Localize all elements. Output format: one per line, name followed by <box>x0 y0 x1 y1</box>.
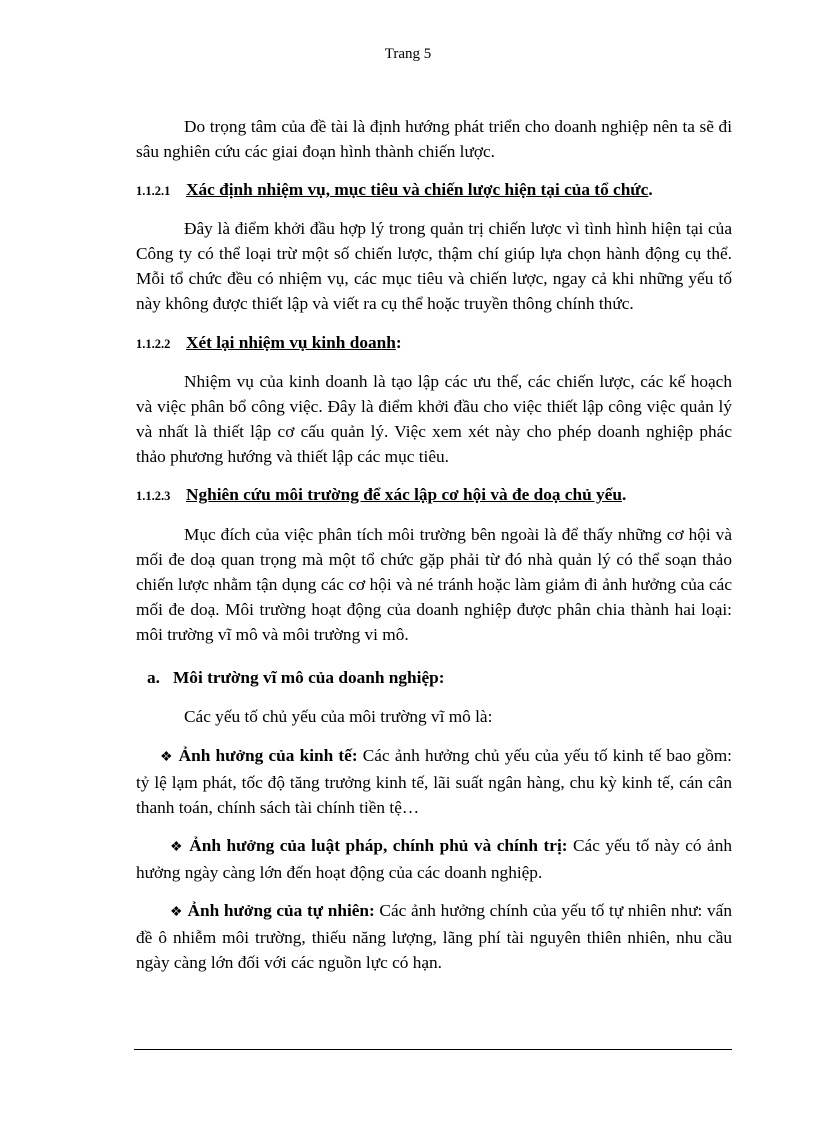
section-title: Xác định nhiệm vụ, mục tiêu và chiến lược hiện tại của tổ chức <box>186 180 649 199</box>
bullet-text: Các ảnh hưởng chính của yếu tố tự nhiên như: vấn đề ô nhiễm môi trường, thiếu năng lượng, lãng phí tài nguyên thiên nhiên, nhu cầu ngày càng lớn đối với các nguồn lực có hạn. <box>136 901 732 972</box>
section-body-3: Mục đích của việc phân tích môi trường bên ngoài là để thấy những cơ hội và mối đe doạ quan trọng mà một tổ chức gặp phải từ đó nhà quản lý có thể soạn thảo chiến lược nhằm tận dụng các cơ hội và né tránh hoặc làm giảm đi ảnh hưởng của các mối đe doạ. Môi trường hoạt động của doanh nghiệp được phân chia thành hai loại: môi trường vĩ mô và môi trường vi mô. <box>136 525 732 644</box>
section-number: 1.1.2.3 <box>136 489 171 503</box>
page-header <box>0 46 816 63</box>
bullet-label: Ảnh hưởng của kinh tế: <box>178 746 358 765</box>
subsection-intro: Các yếu tố chủ yếu của môi trường vĩ mô là: <box>184 707 493 726</box>
section-heading-3 <box>136 482 732 509</box>
bullet-item-3 <box>136 898 732 975</box>
section-number: 1.1.2.1 <box>136 184 171 198</box>
section-terminator: . <box>621 485 627 504</box>
subsection-title: Môi trường vĩ mô của doanh nghiệp: <box>173 668 445 687</box>
diamond-bullet-icon: ❖ <box>170 905 183 920</box>
diamond-bullet-icon: ❖ <box>170 840 184 855</box>
section-title: Nghiên cứu môi trường để xác lập cơ hội và đe doạ chủ yếu <box>186 485 622 504</box>
bullet-label: Ảnh hưởng của tự nhiên: <box>187 901 375 920</box>
section-heading-2 <box>136 330 732 357</box>
diamond-bullet-icon: ❖ <box>160 750 174 765</box>
section-heading-1 <box>136 177 732 204</box>
section-body-2: Nhiệm vụ của kinh doanh là tạo lập các ưu thế, các chiến lược, các kế hoạch và việc phân bổ công việc. Đây là điểm khởi đầu cho việc thiết lập công việc quản lý và nhất là thiết lập cơ cấu quản lý. Việc xem xét này cho phép doanh nghiệp phác thảo phương hướng và thiết lập các mục tiêu. <box>136 372 732 466</box>
page-number: Trang 5 <box>384 46 432 62</box>
section-body-1: Đây là điểm khởi đầu hợp lý trong quản trị chiến lược vì tình hình hiện tại của Công ty có thể loại trừ một số chiến lược, thậm chí giúp lựa chọn hành động cụ thể. Mỗi tổ chức đều có nhiệm vụ, các mục tiêu và chiến lược, ngay cả khi những yếu tố này không được thiết lập và viết ra cụ thể hoặc truyền thông chính thức. <box>136 219 732 313</box>
section-terminator: . <box>648 180 653 199</box>
bullet-text: Các yếu tố này có ảnh hưởng ngày càng lớn đến hoạt động của các doanh nghiệp. <box>136 836 732 882</box>
section-title: Xét lại nhiệm vụ kinh doanh <box>186 333 396 352</box>
subsection-letter: a. <box>147 668 160 687</box>
page-body <box>136 114 732 975</box>
footer-divider <box>134 1049 732 1050</box>
bullet-item-1 <box>136 743 732 820</box>
bullet-item-2 <box>136 833 732 885</box>
bullet-label: Ảnh hưởng của luật pháp, chính phủ và chính trị: <box>189 836 568 855</box>
subsection-heading <box>136 665 732 690</box>
intro-paragraph: Do trọng tâm của đề tài là định hướng phát triển cho doanh nghiệp nên ta sẽ đi sâu nghiên cứu các giai đoạn hình thành chiến lược. <box>136 117 732 161</box>
bullet-text: Các ảnh hưởng chủ yếu của yếu tố kinh tế bao gồm: tỷ lệ lạm phát, tốc độ tăng trưởng kinh tế, lãi suất ngân hàng, chu kỳ kinh tế, cán cân thanh toán, chính sách tài chính tiền tệ… <box>136 746 732 817</box>
section-terminator: : <box>395 333 402 352</box>
section-number: 1.1.2.2 <box>136 337 171 351</box>
